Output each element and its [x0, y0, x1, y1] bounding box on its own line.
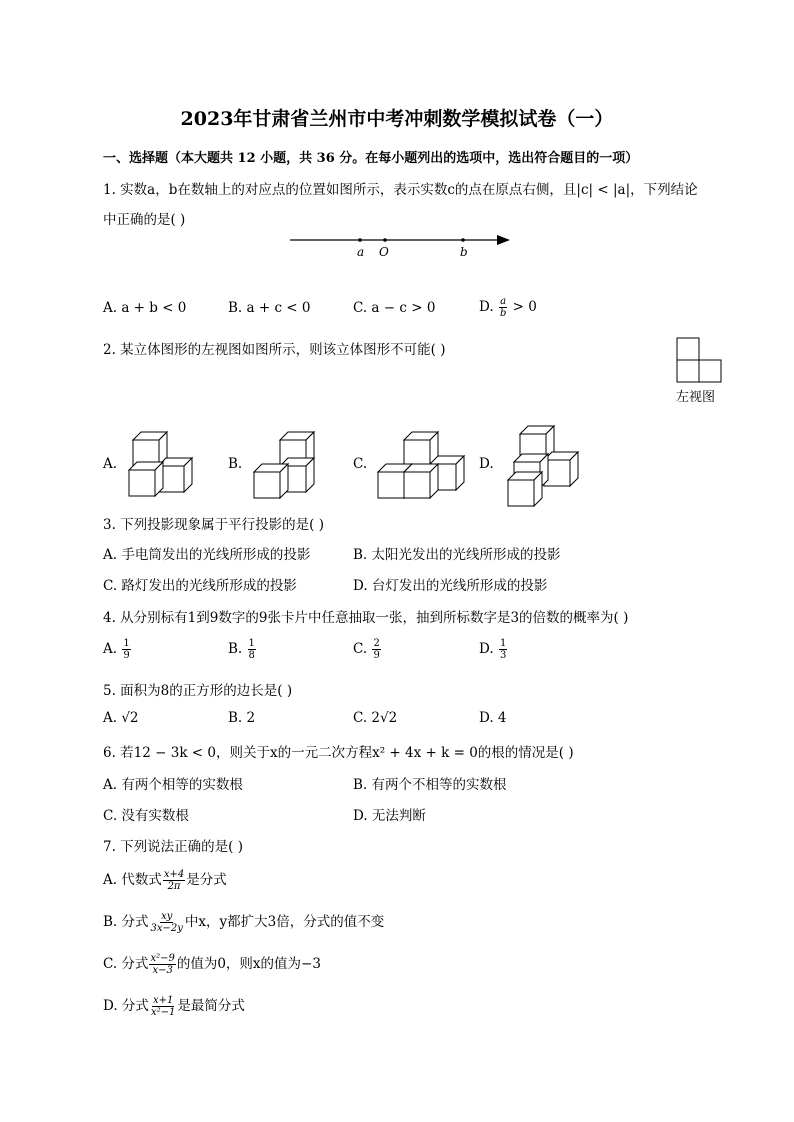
fraction-numerator: 1: [499, 638, 507, 649]
option-suffix: 中x，y都扩大3倍，分式的值不变: [184, 914, 385, 930]
option-prefix: D. 分式: [103, 998, 149, 1014]
fraction-denominator: 3: [499, 650, 507, 661]
q2-option-d[interactable]: D.: [479, 456, 494, 472]
label-a: a: [357, 245, 365, 259]
fraction: [372, 638, 380, 661]
page-title: 2023年甘肃省兰州市中考冲刺数学模拟试卷（一）: [180, 108, 614, 130]
option-suffix: 是分式: [186, 872, 227, 888]
q1-option-d[interactable]: [479, 296, 537, 319]
number-line-figure: [285, 228, 515, 260]
fraction-numerator: x²−9: [150, 953, 175, 964]
q2-option-b[interactable]: B.: [228, 456, 243, 472]
q3-option-c[interactable]: C. 路灯发出的光线所形成的投影: [103, 578, 297, 594]
q7-option-c[interactable]: [103, 952, 321, 976]
q7-option-b[interactable]: [103, 910, 384, 934]
fraction-denominator: 3x−2y: [150, 923, 183, 934]
q4-option-b[interactable]: [228, 638, 257, 661]
section-heading: 一、选择题（本大题共 12 小题，共 36 分。在每小题列出的选项中，选出符合题目的一项）: [103, 151, 639, 166]
q6-option-c[interactable]: C. 没有实数根: [103, 808, 189, 824]
fraction-denominator: x−3: [152, 965, 173, 976]
option-prefix: A. 代数式: [103, 872, 162, 888]
q7-stem: 7. 下列说法正确的是( ): [103, 839, 243, 855]
option-suffix: 是最简分式: [177, 998, 245, 1014]
q5-stem: 5. 面积为8的正方形的边长是( ): [103, 683, 293, 699]
q2-option-c[interactable]: C.: [353, 456, 368, 472]
q6-option-d[interactable]: D. 无法判断: [353, 808, 426, 824]
point-a: [358, 238, 362, 242]
q3-option-b[interactable]: B. 太阳光发出的光线所形成的投影: [353, 547, 561, 563]
fraction: [149, 953, 175, 976]
q2-stem: 2. 某立体图形的左视图如图所示，则该立体图形不可能( ): [103, 342, 446, 358]
q1-stem-line2: 中正确的是( ): [103, 212, 186, 228]
option-prefix: C. 分式: [103, 956, 149, 972]
fraction: [248, 638, 256, 661]
label-b: b: [460, 245, 468, 259]
fraction: [163, 869, 185, 892]
q6-option-b[interactable]: B. 有两个不相等的实数根: [353, 777, 507, 793]
left-view-figure: [674, 336, 724, 386]
q7-option-d[interactable]: [103, 994, 245, 1018]
option-label: C.: [353, 641, 368, 657]
fraction-numerator: 2: [373, 638, 380, 649]
point-b: [461, 238, 465, 242]
left-view-caption: 左视图: [676, 390, 716, 405]
q3-option-a[interactable]: A. 手电筒发出的光线所形成的投影: [103, 547, 311, 563]
solid-b: [254, 432, 314, 498]
fraction-numerator: x+1: [152, 995, 174, 1006]
label-o: O: [379, 245, 389, 259]
solid-a: [129, 432, 192, 496]
q4-stem: 4. 从分别标有1到9数字的9张卡片中任意抽取一张，抽到所标数字是3的倍数的概率为( ): [103, 610, 629, 626]
q1-option-d-label: D.: [479, 299, 494, 315]
q5-option-d[interactable]: D. 4: [479, 710, 507, 726]
option-suffix: 的值为0，则x的值为−3: [176, 956, 321, 972]
q5-option-c[interactable]: C. 2√2: [353, 710, 398, 726]
q4-option-c[interactable]: [353, 638, 382, 661]
q4-option-a[interactable]: [103, 638, 132, 661]
q5-option-b[interactable]: B. 2: [228, 710, 256, 726]
q2-option-a[interactable]: A.: [103, 456, 118, 472]
q1-option-c[interactable]: C. a − c > 0: [353, 300, 436, 316]
fraction-numerator: xy: [161, 911, 173, 922]
q1-option-b[interactable]: B. a + c < 0: [228, 300, 311, 316]
solid-c: [378, 432, 464, 498]
solid-d: [508, 426, 578, 506]
point-o: [383, 238, 387, 242]
q2-cube-figures: [0, 420, 794, 510]
q5-option-a[interactable]: A. √2: [103, 710, 139, 726]
number-line-arrow: [497, 235, 510, 245]
q1-option-d-fraction: [499, 296, 507, 319]
fraction-denominator: 8: [248, 650, 255, 661]
q4-option-d[interactable]: [479, 638, 508, 661]
option-label: D.: [479, 641, 494, 657]
q1-option-a[interactable]: A. a + b < 0: [103, 300, 187, 316]
option-label: A.: [103, 641, 118, 657]
fraction-denominator: 2π: [167, 881, 181, 892]
fraction-numerator: 1: [248, 638, 255, 649]
fraction: [150, 911, 184, 934]
q7-option-a[interactable]: [103, 868, 227, 892]
q1-stem-line1: 1. 实数a，b在数轴上的对应点的位置如图所示，表示实数c的点在原点右侧，且|c| < |a|，下列结论: [103, 182, 698, 198]
fraction: [150, 995, 176, 1018]
q6-option-a[interactable]: A. 有两个相等的实数根: [103, 777, 243, 793]
q3-option-d[interactable]: D. 台灯发出的光线所形成的投影: [353, 578, 548, 594]
fraction-denominator: x²−1: [150, 1007, 176, 1018]
option-prefix: B. 分式: [103, 914, 149, 930]
q1-option-d-tail: > 0: [512, 299, 537, 315]
fraction-numerator: a: [500, 296, 507, 307]
fraction: [499, 638, 507, 661]
fraction-denominator: 9: [123, 650, 130, 661]
q6-stem: 6. 若12 − 3k < 0，则关于x的一元二次方程x² + 4x + k = 0的根的情况是( ): [103, 745, 574, 761]
fraction-numerator: 1: [123, 638, 130, 649]
option-label: B.: [228, 641, 243, 657]
fraction-denominator: b: [499, 308, 507, 319]
q3-stem: 3. 下列投影现象属于平行投影的是( ): [103, 517, 324, 533]
fraction: [122, 638, 130, 661]
fraction-denominator: 9: [373, 650, 380, 661]
fraction-numerator: x+4: [163, 869, 185, 880]
